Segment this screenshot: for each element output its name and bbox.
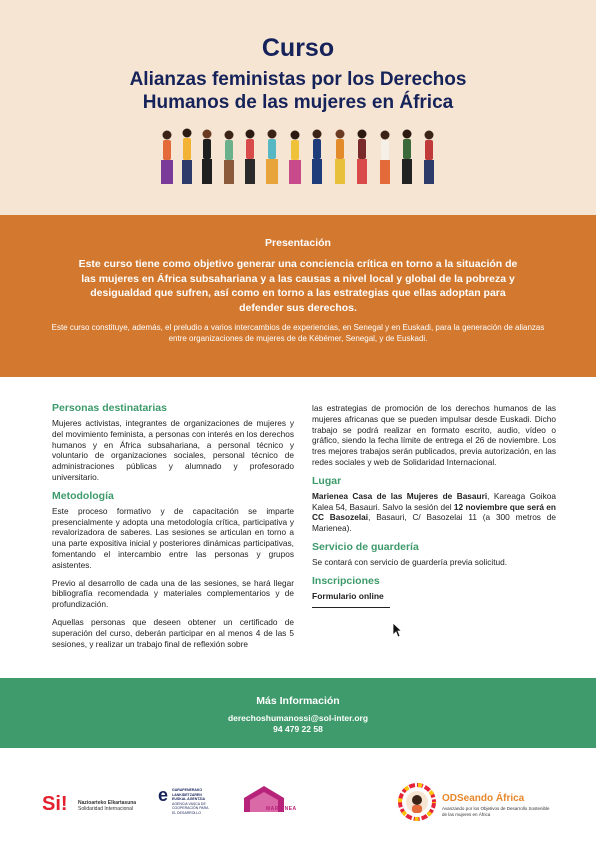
- eusk-line-2: LANKIDETZAREN: [172, 792, 202, 797]
- guarderia-text: Se contará con servicio de guardería previa solicitud.: [312, 556, 508, 567]
- marienea-name: MARIENEA: [266, 806, 297, 812]
- eusk-line-1: GARAPENERAKO: [172, 788, 203, 792]
- inscripciones-heading: Inscripciones: [312, 574, 380, 587]
- ods-wheel-icon: [398, 783, 436, 821]
- presentation-band: [0, 215, 596, 377]
- woman-figure-13: [424, 131, 434, 185]
- more-info-heading: Más Información: [256, 695, 340, 707]
- guarderia-heading: Servicio de guardería: [312, 540, 419, 553]
- woman-figure-12: [402, 130, 412, 185]
- lugar-address-2: , Basauri, C/ Basozelai 11 (a 300 metros de Marienea).: [312, 512, 556, 534]
- more-info-band: [0, 678, 596, 748]
- woman-figure-10: [357, 130, 367, 185]
- e-mark-icon: e: [158, 785, 169, 805]
- ods-subtitle: Avanzando por los Objetivos de Desarrollo Sostenible de las mujeres en África: [442, 806, 550, 817]
- woman-figure-5: [245, 130, 255, 185]
- eusk-line-6: EL DESARROLLO: [172, 810, 202, 815]
- lugar-venue: Marienea Casa de las Mujeres de Basauri: [312, 490, 488, 501]
- woman-figure-4: [224, 131, 234, 185]
- presentation-main-text: Este curso tiene como objetivo generar una conciencia crítica en torno a la situación de las mujeres en África subsahariana y a las causas a nivel local y global de la pobreza y desigualdad que sufren, así como en torno a las estrategias que ellas adoptan para defender sus derechos.: [78, 258, 518, 314]
- women-illustration: [157, 126, 443, 188]
- woman-figure-7: [289, 131, 301, 185]
- metodologia-paragraph-3: Aquellas personas que deseen obtener un certificado de superación del curso, deberán participar en al menos 4 de las 5 sesiones, y realizar un trabajo final de reflexión sobre: [52, 616, 294, 649]
- subtitle-line-2: Humanos de las mujeres en África: [142, 92, 454, 113]
- destinatarias-heading: Personas destinatarias: [52, 402, 167, 414]
- course-subtitle: [0, 68, 596, 114]
- woman-figure-8: [312, 130, 322, 185]
- lugar-text: [312, 491, 556, 534]
- presentation-heading: Presentación: [265, 237, 331, 249]
- metodologia-paragraph-1: Este proceso formativo y de capacitación se imparte presencialmente y adopta una metodología crítica, participativa y revalorizadora de saberes. Las sesiones se articulan en torno a una parte expositiva inicial y posteriores dinámicas participativas, fomentando el intercambio entre las personas y grupos asistentes.: [52, 505, 294, 570]
- marienea-logo: [242, 784, 304, 824]
- woman-figure-1: [161, 131, 173, 185]
- header-band: [0, 0, 596, 215]
- si-mark-icon: [42, 790, 76, 816]
- online-form-link[interactable]: Formulario online: [312, 591, 390, 608]
- woman-figure-9: [335, 130, 345, 185]
- si-name: Nazioarteko Elkartasuna: [78, 800, 137, 806]
- presentation-sub-text: Este curso constituye, además, el preludio a varios intercambios de experiencias, en Senegal y en Euskadi, para la generación de alianzas entre organizaciones de mujeres de de Kébémer, Senegal, y de Euskadi.: [51, 323, 545, 343]
- ods-title: ODSeando África: [442, 793, 525, 804]
- woman-figure-2: [182, 129, 192, 185]
- metodologia-paragraph-2: Previo al desarrollo de cada una de las sesiones, se hará llegar bibliografía recomendada y materiales complementarios y de profundización.: [52, 577, 294, 610]
- course-title: Curso: [261, 34, 335, 62]
- left-column: [52, 402, 294, 656]
- svg-text:Si!: Si!: [42, 793, 68, 815]
- eusk-line-3: EUSKAL AGENTZIA: [172, 797, 206, 801]
- destinatarias-text: Mujeres activistas, integrantes de organizaciones de mujeres y del movimiento feminista, a personas con interés en los derechos humanos y en África subsahariana, a personal técnico y voluntario de organizaciones sociales, personal técnico de administraciones públicas y alumnado y profesorado universitario.: [52, 418, 294, 482]
- contact-email[interactable]: derechoshumanossi@sol-inter.org: [227, 713, 369, 723]
- contact-phone[interactable]: 94 479 22 58: [273, 724, 323, 734]
- odseando-africa-logo: [398, 783, 558, 823]
- woman-figure-6: [266, 130, 278, 185]
- si-subname: Solidaridad Internacional: [78, 806, 134, 812]
- eusk-line-5: COOPERACIÓN PARA: [172, 806, 209, 810]
- lugar-address: , Kareaga Goikoa Kalea 54, Basauri. Salvo la sesión del: [312, 490, 556, 512]
- metodologia-heading: Metodología: [52, 489, 114, 502]
- euskal-agentzia-logo: [158, 786, 228, 822]
- metodologia-continuation: las estrategias de promoción de los derechos humanos de las mujeres africanas que se pueden impulsar desde Euskadi. Dicho trabajo se podrá realizar en formato escrito, audio, vídeo o gráfico, siendo la fecha límite de entrega el 26 de noviembre. Los tres mejores trabajos serán publicados, previa autorización, en las redes sociales y web de Solidaridad Internacional.: [312, 403, 556, 467]
- lugar-heading: Lugar: [312, 474, 342, 487]
- woman-figure-11: [380, 131, 390, 185]
- subtitle-line-1: Alianzas feministas por los Derechos: [129, 69, 467, 90]
- lugar-exception: 12 noviembre que será en CC Basozelai: [312, 501, 556, 523]
- right-column: [312, 403, 556, 608]
- eusk-line-4: AGENCIA VASCA DE: [172, 801, 206, 806]
- solidaridad-internacional-logo: [42, 790, 142, 816]
- mouse-cursor-icon: [392, 622, 402, 638]
- woman-figure-3: [202, 130, 212, 185]
